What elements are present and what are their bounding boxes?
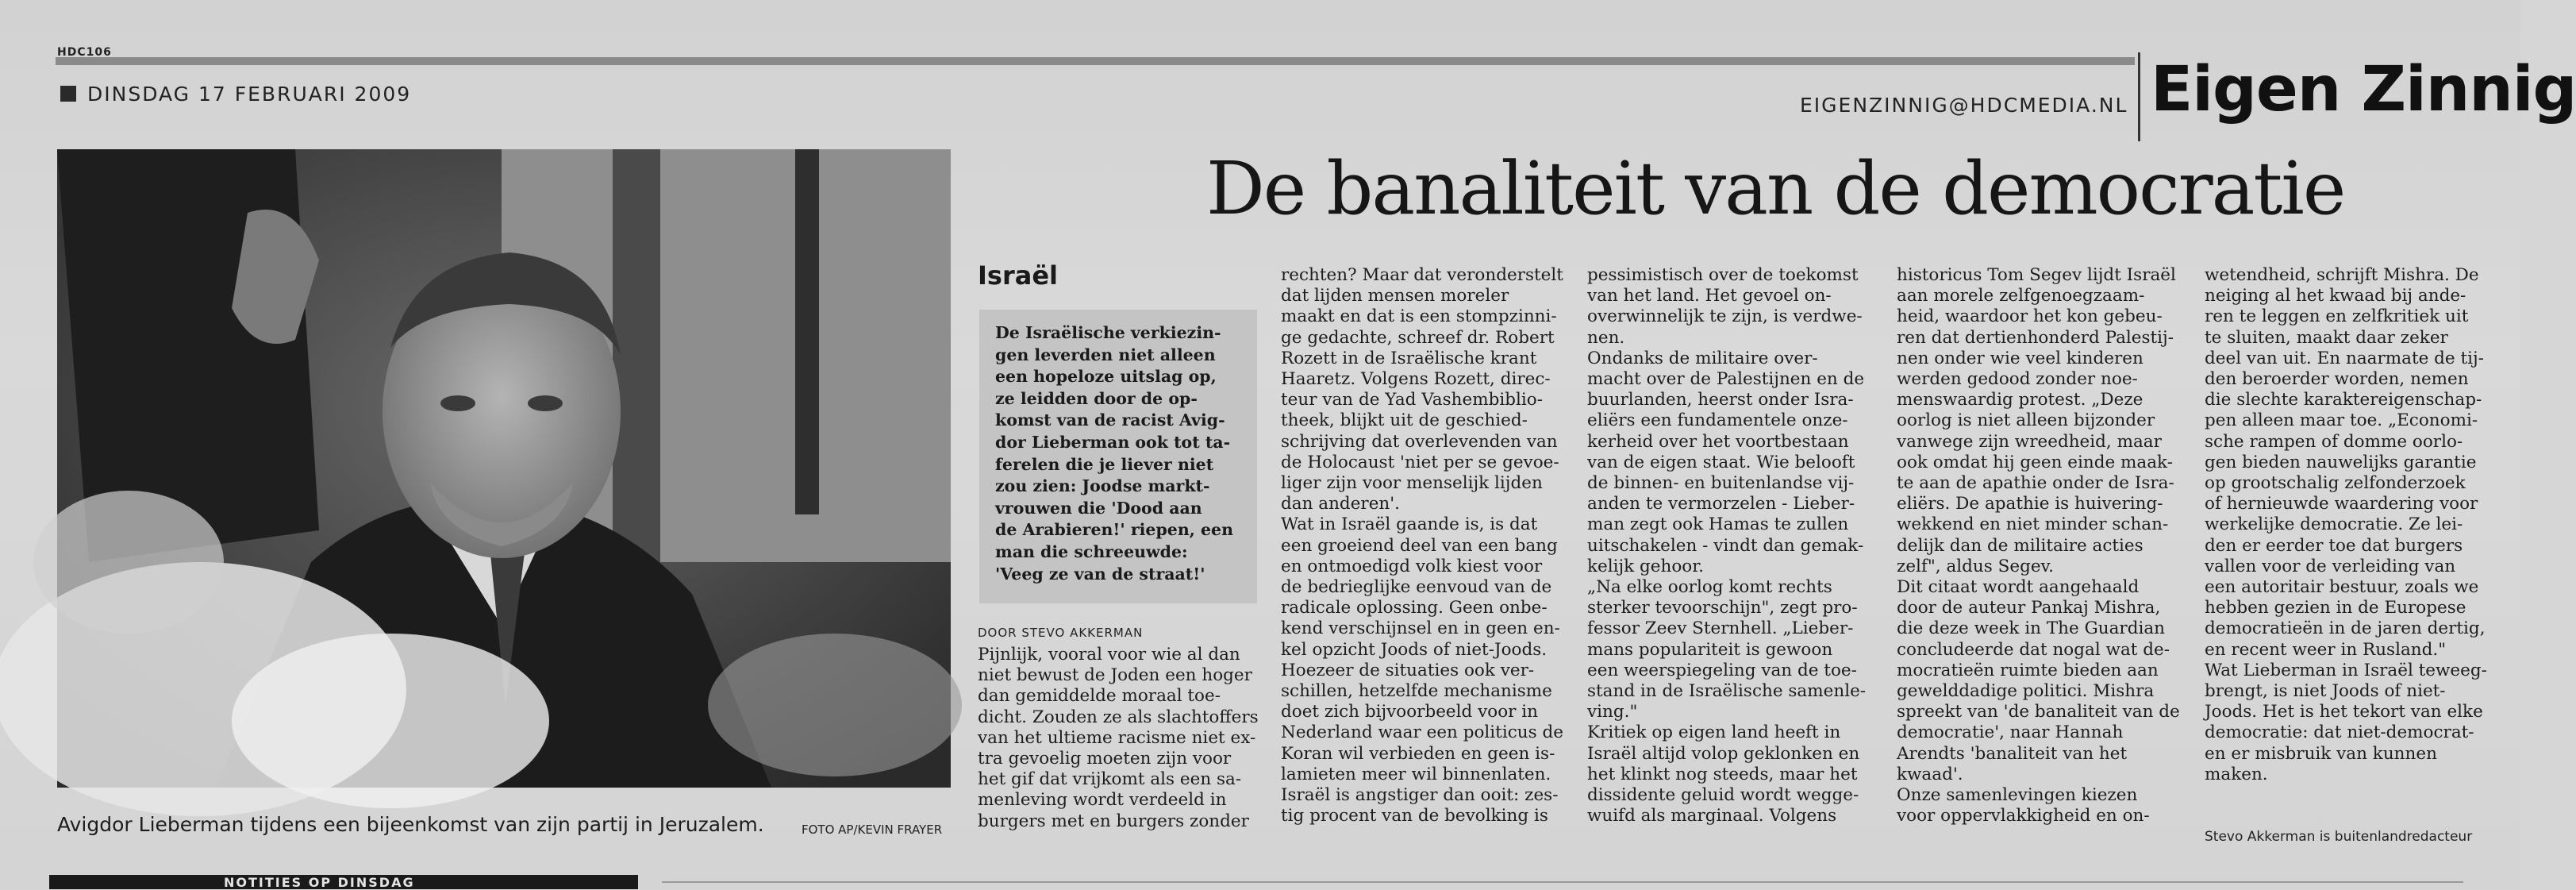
portrait-photo-illustration (57, 149, 951, 788)
author-signoff: Stevo Akkerman is buitenlandredacteur (2205, 829, 2473, 845)
article-photo (57, 149, 951, 788)
article-column-2: rechten? Maar dat veronderstelt dat lijden mensen moreler maakt en dat is een stompzinni- ge gedachte, schreef dr. Robert Rozett in de Israëlische krant Haaretz. Volgens Rozett, direc- teur van de Yad Vashembiblio- theek, blijkt uit de geschied- schrijving dat overlevenden van de Holocaust 'niet per se gevoe- liger zijn voor menselijk lijden dan anderen'. Wat in Israël gaande is, is dat een groeiend deel van een bang en ontmoedigd volk kiest voor de bedrieglijke eenvoud van de radicale oplossing. Geen onbe- kend verschijnsel en in geen en- kel opzicht Joods of niet-Joods. Hoezeer de situaties ook ver- schillen, hetzelfde mechanisme doet zich bijvoorbeeld voor in Nederland waar een politicus de Koran wil verbieden en geen is- lamieten meer wil binnenlaten. Israël is angstiger dan ooit: zes- tig procent van de bevolking is (1281, 265, 1563, 826)
section-email: EIGENZINNIG@HDCMEDIA.NL (1800, 94, 2128, 117)
photo-caption: Avigdor Lieberman tijdens een bijeenkomst van zijn partij in Jeruzalem. (57, 813, 764, 836)
footer-rule (662, 881, 2463, 883)
dateline (60, 83, 411, 106)
kicker: Israël (978, 260, 1058, 291)
section-divider (2138, 52, 2140, 141)
page-code: HDC106 (57, 46, 112, 59)
article-column-1: Pijnlijk, vooral voor wie al dan niet bewust de Joden een hoger dan gemiddelde moraal toe- dicht. Zouden ze als slachtoffers van het ultieme racisme niet ex- tra gevoelig moeten zijn voor het gif dat vrijkomt als een sa- menleving wordt verdeeld in burgers met en burgers zonder (978, 645, 1259, 831)
header-rule (56, 57, 2135, 65)
pull-quote-box (979, 310, 1257, 603)
next-article-label: NOTITIES OP DINSDAG (224, 875, 415, 890)
section-title: Eigen Zinnig (2151, 54, 2576, 125)
date-text: DINSDAG 17 FEBRUARI 2009 (87, 83, 412, 106)
article-column-5: wetendheid, schrijft Mishra. De neiging al het kwaad bij ande- ren te leggen en zelfkritiek uit te sluiten, maakt daar zeker deel van uit. En naarmate de tij- den beroerder worden, nemen die slechte karaktereigenschap- pen alleen maar toe. „Economi- sche rampen of domme oorlo- gen bieden nauwelijks garantie op grootschalig zelfonderzoek of hernieuwde waardering voor werkelijke democratie. Ze lei- den er eerder toe dat burgers vallen voor de verleiding van een autoritair bestuur, zoals we hebben gezien in de Europese democratieën in de jaren dertig, en recent weer in Rusland." Wat Lieberman in Israël teweeg- brengt, is niet Joods of niet- Joods. Het is het tekort van elke democratie: dat niet-democrat- en er misbruik van kunnen maken. (2205, 265, 2487, 784)
pull-quote-text: De Israëlische verkiezin- gen leverden niet alleen een hopeloze uitslag op, ze leidden door de op- komst van de racist Avig- dor Lieberman ook tot ta- ferelen die je liever niet zou zien: Joodse markt- vrouwen die 'Dood aan de Arabieren!' riepen, een man die schreeuwde: 'Veeg ze van de straat!' (995, 323, 1234, 584)
headline: De banaliteit van de democratie (1206, 146, 2345, 231)
next-article-band (49, 875, 638, 889)
article-column-4: historicus Tom Segev lijdt Israël aan morele zelfgenoegzaam- heid, waardoor het kon gebeu- ren dat dertienhonderd Palestij- nen onder wie veel kinderen werden gedood zonder noe- menswaardig protest. „Deze oorlog is niet alleen bijzonder vanwege zijn wreedheid, maar ook omdat hij geen einde maak- te aan de apathie onder de Isra- eliërs. De apathie is huivering- wekkend en niet minder schan- delijk dan de militaire acties zelf", aldus Segev. Dit citaat wordt aangehaald door de auteur Pankaj Mishra, die deze week in The Guardian concludeerde dat nogal wat de- mocratieën ruimte bieden aan gewelddadige politici. Mishra spreekt van 'de banaliteit van de democratie', naar Hannah Arendts 'banaliteit van het kwaad'. Onze samenlevingen kiezen voor oppervlakkigheid en on- (1897, 265, 2180, 826)
square-bullet-icon (60, 86, 76, 102)
byline: DOOR STEVO AKKERMAN (978, 626, 1144, 640)
photo-credit: FOTO AP/KEVIN FRAYER (802, 823, 943, 837)
article-column-3: pessimistisch over de toekomst van het land. Het gevoel on- overwinnelijk te zijn, is verdwe- nen. Ondanks de militaire over- macht over de Palestijnen en de buurlanden, heerst onder Isra- eliërs een fundamentele onze- kerheid over het voortbestaan van de eigen staat. Wie belooft de binnen- en buitenlandse vij- anden te vermorzelen - Lieber- man zegt ook Hamas te zullen uitschakelen - vindt dan gemak- kelijk gehoor. „Na elke oorlog komt rechts sterker tevoorschijn", zegt pro- fessor Zeev Sternhell. „Lieber- mans populariteit is gewoon een weerspiegeling van de toe- stand in de Israëlische samenle- ving." Kritiek op eigen land heeft in Israël altijd volop geklonken en het klinkt nog steeds, maar het dissidente geluid wordt wegge- wuifd als marginaal. Volgens (1587, 265, 1867, 826)
bleed-through-text (63, 0, 2127, 48)
